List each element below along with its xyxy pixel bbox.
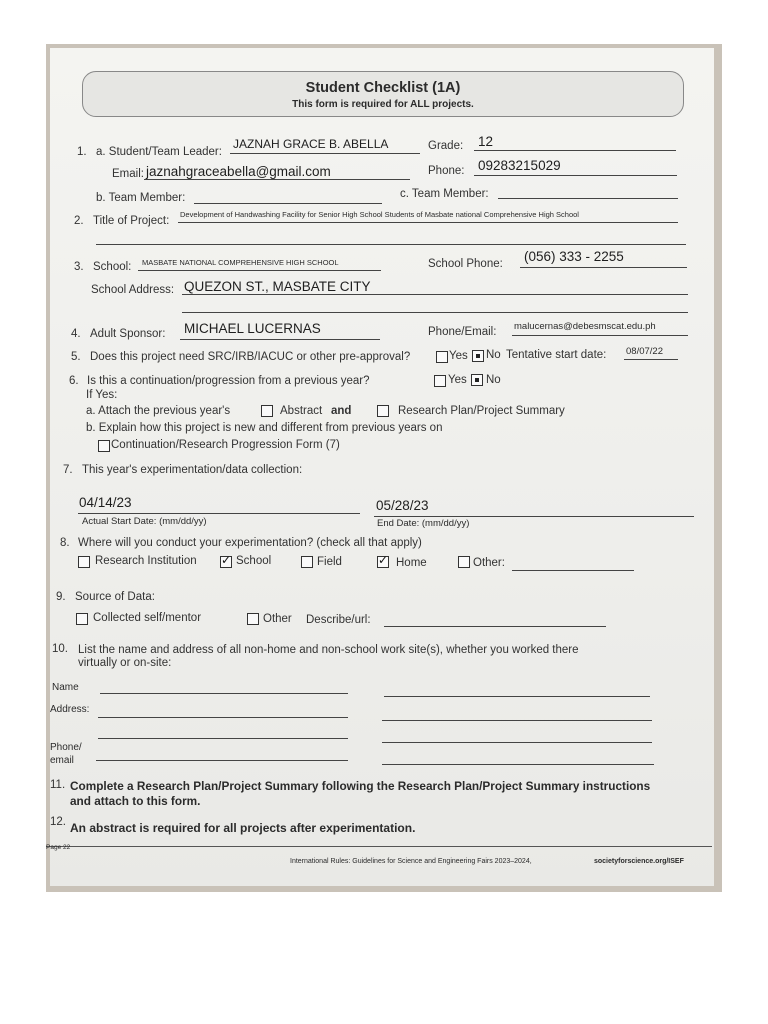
q8-question: Where will you conduct your experimentation? (check all that apply) (78, 537, 422, 549)
home-checkbox[interactable] (377, 556, 389, 568)
q8-number: 8. (60, 537, 70, 549)
address-row-label: Address: (50, 704, 90, 715)
q12-text: An abstract is required for all projects after experimentation. (70, 821, 416, 835)
collected-label: Collected self/mentor (93, 612, 202, 624)
q10-line2: virtually or on-site: (78, 657, 172, 669)
q5-yes-label: Yes (449, 350, 468, 362)
page-number: Page 22 (46, 844, 71, 851)
sponsor-value[interactable]: MICHAEL LUCERNAS (184, 321, 321, 336)
collected-checkbox[interactable] (76, 613, 88, 625)
title-value[interactable]: Development of Handwashing Facility for Senior High School Students of Masbate national Comprehensive High School (180, 210, 579, 219)
title-label: Title of Project: (93, 215, 170, 227)
q5-number: 5. (71, 351, 81, 363)
q1-number: 1. (77, 146, 87, 158)
abstract-label: Abstract (280, 405, 323, 417)
start-date-value[interactable]: 04/14/23 (79, 495, 132, 510)
leader-label: a. Student/Team Leader: (96, 146, 222, 158)
email-row-label: email (50, 755, 74, 766)
q11-number: 11. (50, 779, 66, 791)
q6a-text: a. Attach the previous year's (86, 405, 231, 417)
q2-number: 2. (74, 215, 84, 227)
address-value[interactable]: QUEZON ST., MASBATE CITY (184, 279, 371, 294)
research-institution-label: Research Institution (95, 555, 197, 567)
end-date-label: End Date: (mm/dd/yy) (377, 518, 470, 529)
home-label: Home (396, 557, 427, 569)
q9-question: Source of Data: (75, 591, 155, 603)
research-plan-label: Research Plan/Project Summary (398, 405, 565, 417)
q6-question: Is this a continuation/progression from a previous year? (87, 375, 370, 387)
form-page (46, 48, 714, 886)
grade-label: Grade: (428, 140, 464, 152)
leader-value[interactable]: JAZNAH GRACE B. ABELLA (233, 137, 389, 151)
q9-number: 9. (56, 591, 66, 603)
header-box (82, 71, 684, 117)
address-label: School Address: (91, 284, 175, 296)
school-phone-label: School Phone: (428, 258, 503, 270)
field-label: Field (317, 556, 342, 568)
school-site-label: School (236, 555, 272, 567)
q11-line2: and attach to this form. (70, 794, 201, 808)
field-checkbox[interactable] (301, 556, 313, 568)
research-institution-checkbox[interactable] (78, 556, 90, 568)
q5-yes-checkbox[interactable] (436, 351, 448, 363)
q5-question: Does this project need SRC/IRB/IACUC or other pre-approval? (90, 351, 411, 363)
q7-number: 7. (63, 464, 73, 476)
q3-number: 3. (74, 261, 84, 273)
other-data-label: Other (263, 613, 292, 625)
sponsor-phone-label: Phone/Email: (428, 326, 497, 338)
email-value[interactable]: jaznahgraceabella@gmail.com (146, 164, 331, 179)
email-label: Email: (112, 168, 144, 180)
phone-row-label: Phone/ (50, 742, 82, 753)
footer-rules: International Rules: Guidelines for Science and Engineering Fairs 2023–2024, (290, 858, 532, 865)
school-checkbox[interactable] (220, 556, 232, 568)
q7-question: This year's experimentation/data collection: (82, 464, 303, 476)
sponsor-phone-value[interactable]: malucernas@debesmscat.edu.ph (514, 321, 656, 332)
start-date-label: Actual Start Date: (mm/dd/yy) (82, 516, 207, 527)
footer-site[interactable]: societyforscience.org/ISEF (594, 858, 684, 865)
q4-number: 4. (71, 328, 81, 340)
q6b-text: b. Explain how this project is new and different from previous years on (86, 422, 443, 434)
phone-label: Phone: (428, 165, 465, 177)
q6-yes-checkbox[interactable] (434, 375, 446, 387)
other-data-checkbox[interactable] (247, 613, 259, 625)
school-phone-value[interactable]: (056) 333 - 2255 (524, 249, 624, 264)
q10-number: 10. (52, 643, 68, 655)
describe-label: Describe/url: (306, 614, 371, 626)
continuation-checkbox[interactable] (98, 440, 110, 452)
name-label: Name (52, 682, 79, 693)
school-value[interactable]: MASBATE NATIONAL COMPREHENSIVE HIGH SCHOOL (142, 258, 339, 267)
q6-yes-label: Yes (448, 374, 467, 386)
tentative-value[interactable]: 08/07/22 (626, 346, 663, 357)
research-plan-checkbox[interactable] (377, 405, 389, 417)
q6-number: 6. (69, 375, 79, 387)
q10-line1: List the name and address of all non-home and non-school work site(s), whether you worked there (78, 644, 579, 656)
q5-no-label: No (486, 349, 501, 361)
form-subtitle: This form is required for ALL projects. (292, 99, 474, 110)
form-title: Student Checklist (1A) (305, 80, 461, 96)
q6-no-label: No (486, 374, 501, 386)
q12-number: 12. (50, 816, 66, 828)
other-site-checkbox[interactable] (458, 556, 470, 568)
abstract-checkbox[interactable] (261, 405, 273, 417)
end-date-value[interactable]: 05/28/23 (376, 498, 429, 513)
grade-value[interactable]: 12 (478, 134, 494, 149)
and-label: and (331, 405, 352, 417)
school-label: School: (93, 261, 132, 273)
member-c-label: c. Team Member: (400, 188, 489, 200)
other-site-label: Other: (473, 557, 505, 569)
sponsor-label: Adult Sponsor: (90, 328, 166, 340)
q11-line1: Complete a Research Plan/Project Summary following the Research Plan/Project Summary instructions (70, 779, 651, 793)
tentative-label: Tentative start date: (506, 349, 607, 361)
member-b-label: b. Team Member: (96, 192, 186, 204)
q6-no-checkbox[interactable] (471, 374, 483, 386)
if-yes-label: If Yes: (86, 389, 118, 401)
q5-no-checkbox[interactable] (472, 350, 484, 362)
continuation-label: Continuation/Research Progression Form (7) (111, 439, 340, 451)
phone-value[interactable]: 09283215029 (478, 158, 561, 173)
